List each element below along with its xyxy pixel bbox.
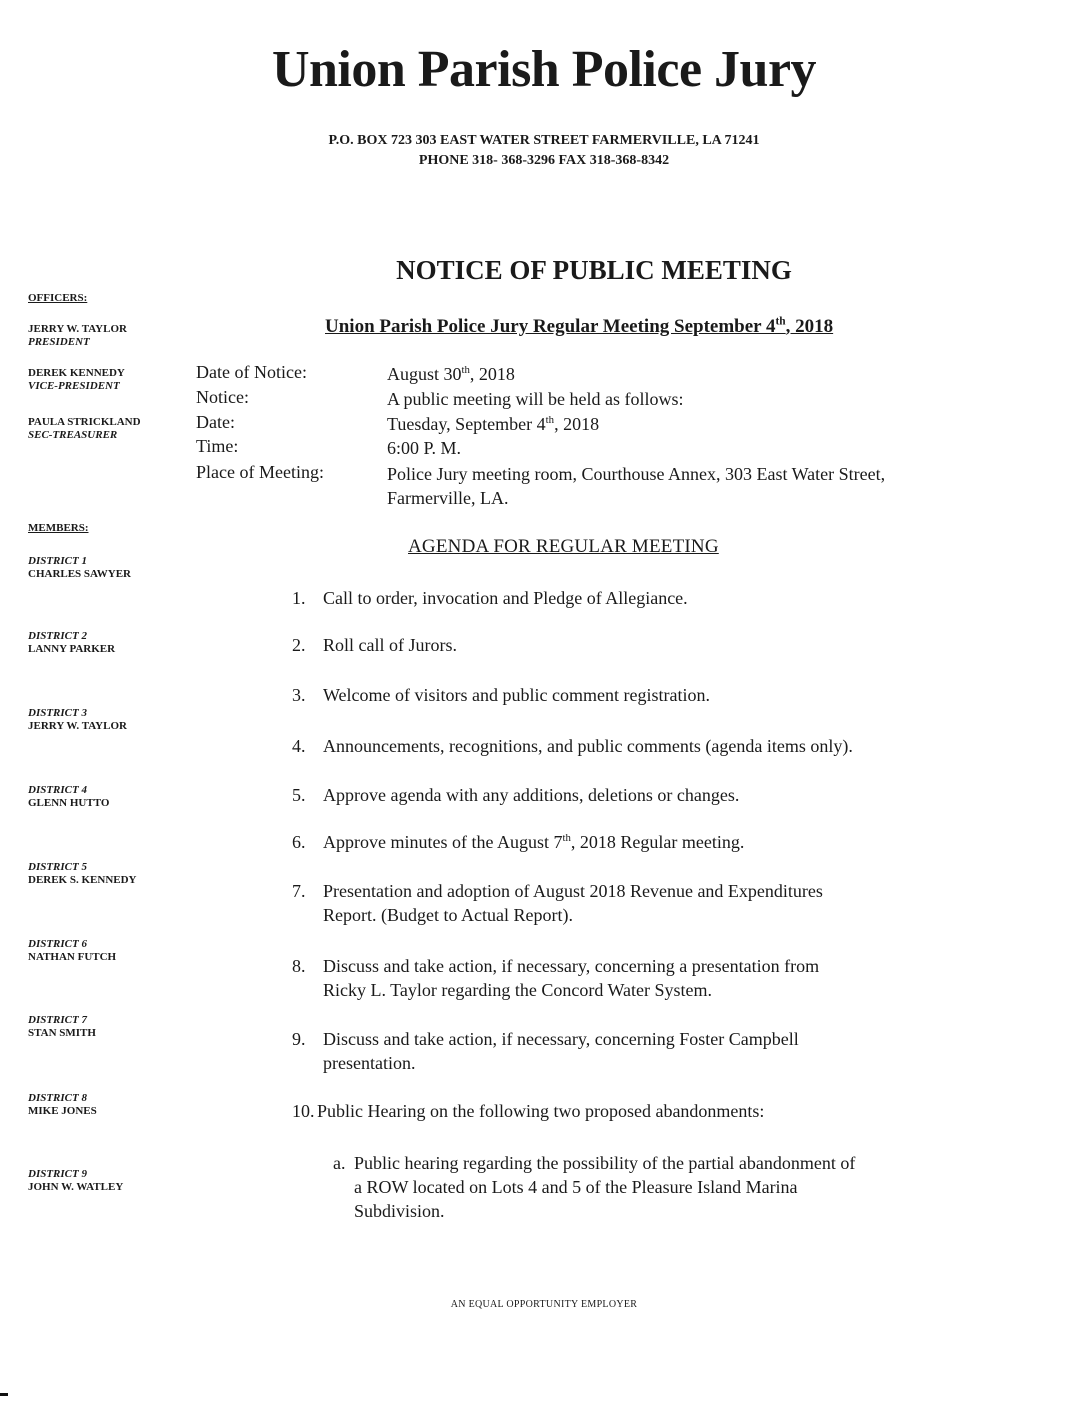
agenda-item-number: 5.: [292, 785, 306, 805]
agenda-sub-item-line: a ROW located on Lots 4 and 5 of the Pleasure Island Marina: [354, 1177, 798, 1197]
member-name: STAN SMITH: [28, 1027, 96, 1039]
member-name: NATHAN FUTCH: [28, 951, 117, 963]
detail-value-text: Tuesday, September 4: [387, 414, 546, 434]
agenda-item-number: 10.: [292, 1101, 315, 1121]
member-district: DISTRICT 5: [28, 861, 87, 873]
officers-heading: OFFICERS:: [28, 292, 88, 304]
detail-label: Place of Meeting:: [196, 462, 324, 482]
officer-name: PAULA STRICKLAND: [28, 416, 141, 428]
officer-role: SEC-TREASURER: [28, 429, 118, 441]
members-heading: MEMBERS:: [28, 522, 89, 534]
detail-value: 6:00 P. M.: [387, 438, 462, 458]
agenda-item: [292, 734, 972, 758]
agenda-item-number: 7.: [292, 881, 306, 901]
member-district: DISTRICT 3: [28, 707, 87, 719]
agenda-item-number: 1.: [292, 588, 306, 608]
member-district: DISTRICT 7: [28, 1014, 87, 1026]
member-entry: [28, 784, 109, 810]
agenda-item-text: [323, 830, 952, 854]
agenda-item: [292, 954, 952, 1002]
agenda-item-text: [323, 879, 952, 927]
agenda-item-line: Ricky L. Taylor regarding the Concord Water System.: [323, 980, 713, 1000]
member-district: DISTRICT 9: [28, 1168, 87, 1180]
agenda-item-text: Welcome of visitors and public comment registration.: [323, 685, 710, 705]
member-name: LANNY PARKER: [28, 643, 116, 655]
agenda-item-line: Discuss and take action, if necessary, concerning Foster Campbell: [323, 1029, 799, 1049]
agenda-item: [292, 633, 952, 657]
agenda-item-text: Announcements, recognitions, and public comments (agenda items only).: [323, 736, 853, 756]
meeting-title: [325, 316, 833, 338]
member-entry: [28, 861, 137, 887]
agenda-item-text: Call to order, invocation and Pledge of Allegiance.: [323, 588, 688, 608]
agenda-item-text: Roll call of Jurors.: [323, 635, 457, 655]
agenda-sub-item: [333, 1151, 953, 1223]
member-district: DISTRICT 2: [28, 630, 87, 642]
agenda-item-number: 4.: [292, 736, 306, 756]
agenda-item: [292, 683, 952, 707]
agenda-item-line: Report. (Budget to Actual Report).: [323, 905, 573, 925]
detail-label: Time:: [196, 436, 239, 456]
agenda-item: [292, 783, 952, 807]
agenda-sub-item-letter: a.: [333, 1153, 346, 1173]
agenda-item-number: 9.: [292, 1029, 306, 1049]
footer-equal-opportunity: AN EQUAL OPPORTUNITY EMPLOYER: [450, 1299, 638, 1310]
member-district: DISTRICT 8: [28, 1092, 87, 1104]
detail-value-text: August 30: [387, 364, 462, 384]
agenda-item-line: Presentation and adoption of August 2018 Revenue and Expenditures: [323, 881, 823, 901]
agenda-item-number: 8.: [292, 956, 306, 976]
officer-entry: [28, 367, 125, 393]
member-entry: [28, 555, 131, 581]
member-name: GLENN HUTTO: [28, 797, 110, 809]
member-entry: [28, 938, 116, 964]
member-entry: [28, 1014, 96, 1040]
phone-fax-line: PHONE 318- 368-3296 FAX 318-368-8342: [418, 153, 670, 168]
agenda-item-line: Discuss and take action, if necessary, concerning a presentation from: [323, 956, 820, 976]
detail-label: Date of Notice:: [196, 362, 307, 382]
meeting-title-sup: th: [775, 315, 786, 328]
officer-role: PRESIDENT: [28, 336, 90, 348]
agenda-item: [292, 1027, 952, 1075]
detail-label: Date:: [196, 412, 235, 432]
officer-entry: [28, 416, 141, 442]
meeting-title-text: Union Parish Police Jury Regular Meeting September 4: [325, 316, 776, 337]
member-name: CHARLES SAWYER: [28, 568, 131, 580]
officer-role: VICE-PRESIDENT: [28, 380, 120, 392]
agenda-sub-item-line: Public hearing regarding the possibility of the partial abandonment of: [354, 1153, 856, 1173]
member-name: JOHN W. WATLEY: [28, 1181, 124, 1193]
member-name: MIKE JONES: [28, 1105, 97, 1117]
agenda-item-text: [323, 954, 952, 1002]
agenda-sub-item-line: Subdivision.: [354, 1201, 445, 1221]
member-entry: [28, 707, 127, 733]
agenda-item-text: [323, 1027, 952, 1075]
member-name: DEREK S. KENNEDY: [28, 874, 137, 886]
agenda-item: [292, 586, 952, 610]
detail-value-sup: th: [461, 364, 470, 376]
agenda-item: [292, 830, 952, 854]
agenda-item-text-part: Approve minutes of the August 7: [323, 832, 563, 852]
agenda-item-line: presentation.: [323, 1053, 416, 1073]
detail-value: [387, 412, 947, 436]
member-entry: [28, 1092, 97, 1118]
scan-artifact: [0, 1393, 8, 1396]
agenda-item-text: Public Hearing on the following two proposed abandonments:: [317, 1101, 765, 1121]
member-entry: [28, 630, 115, 656]
agenda-item-number: 2.: [292, 635, 306, 655]
agenda-item-text: Approve agenda with any additions, deletions or changes.: [323, 785, 740, 805]
officer-entry: [28, 323, 127, 349]
organization-title: Union Parish Police Jury: [271, 41, 817, 98]
detail-value-sup: th: [545, 414, 555, 426]
detail-value-year: , 2018: [469, 364, 515, 384]
detail-value-year: , 2018: [554, 414, 600, 434]
agenda-item: [292, 879, 952, 927]
agenda-item-sup: th: [562, 832, 571, 844]
agenda-item-text-part: , 2018 Regular meeting.: [570, 832, 745, 852]
member-district: DISTRICT 1: [28, 555, 87, 567]
agenda-item-number: 3.: [292, 685, 306, 705]
member-name: JERRY W. TAYLOR: [28, 720, 127, 732]
address-line: P.O. BOX 723 303 EAST WATER STREET FARMERVILLE, LA 71241: [328, 133, 760, 148]
officer-name: DEREK KENNEDY: [28, 367, 125, 379]
detail-value: [387, 362, 947, 386]
agenda-title: AGENDA FOR REGULAR MEETING: [408, 536, 719, 557]
member-entry: [28, 1168, 123, 1194]
meeting-title-year: , 2018: [785, 316, 834, 337]
agenda-item-number: 6.: [292, 832, 306, 852]
agenda-item: [292, 1099, 952, 1123]
member-district: DISTRICT 6: [28, 938, 87, 950]
notice-title: NOTICE OF PUBLIC MEETING: [396, 255, 792, 285]
detail-label: Notice:: [196, 387, 249, 407]
detail-value: A public meeting will be held as follows:: [387, 389, 684, 409]
officer-name: JERRY W. TAYLOR: [28, 323, 127, 335]
detail-value: Police Jury meeting room, Courthouse Annex, 303 East Water Street, Farmerville, LA.: [387, 464, 886, 508]
agenda-sub-item-text: [354, 1151, 953, 1223]
member-district: DISTRICT 4: [28, 784, 87, 796]
